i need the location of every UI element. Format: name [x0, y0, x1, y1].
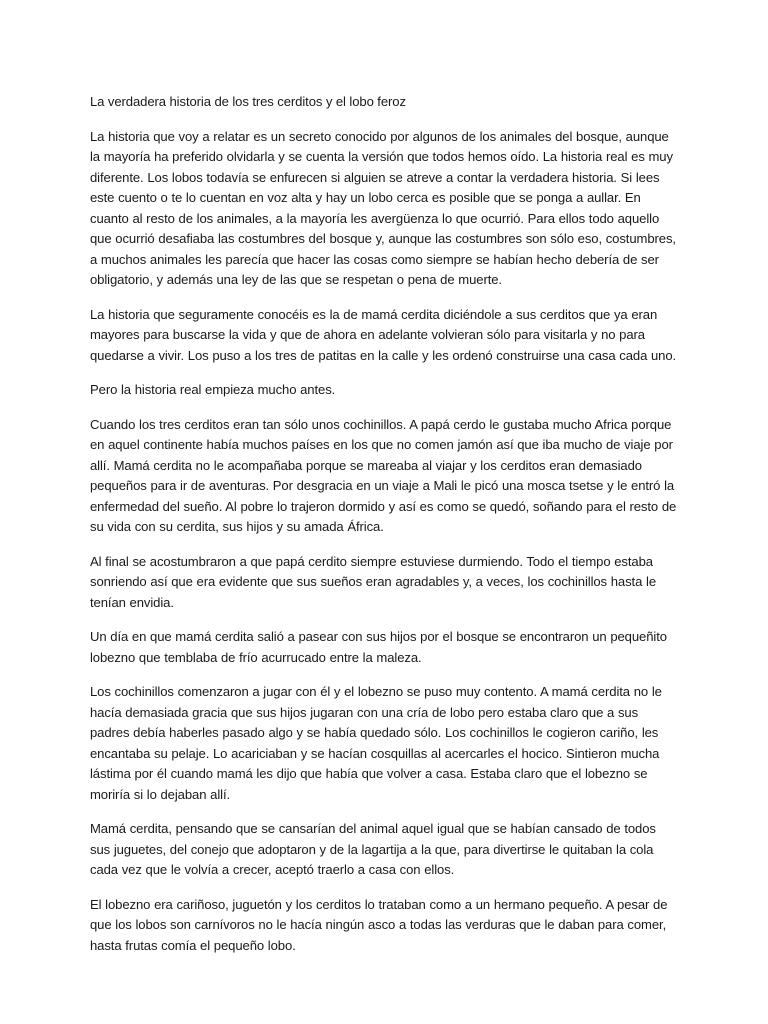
- paragraph-1: La historia que voy a relatar es un secreto conocido por algunos de los animales del bosque, aunque la mayoría ha preferido olvidarla y se cuenta la versión que todos hemos oído. La historia real es muy diferente. Los lobos todavía se enfurecen si alguien se atreve a contar la verdadera historia. Si lees este cuento o te lo cuentan en voz alta y hay un lobo cerca es posible que se ponga a aullar. En cuanto al resto de los animales, a la mayoría les avergüenza lo que ocurrió. Para ellos todo aquello que ocurrió desafiaba las costumbres del bosque y, aunque las costumbres son sólo eso, costumbres, a muchos animales les parecía que hacer las cosas como siempre se habían hecho debería de ser obligatorio, y además una ley de las que se respetan o pena de muerte.: [90, 128, 676, 287]
- paragraph-7: Los cochinillos comenzaron a jugar con él y el lobezno se puso muy contento. A mamá cerdita no le hacía demasiada gracia que sus hijos jugaran con una cría de lobo pero estaba claro que a sus padres debía haberles pasado algo y se había quedado sólo. Los cochinillos le cogieron cariño, les encantaba su pelaje. Lo acariciaban y se hacían cosquillas al acercarles el hocico. Sintieron mucha lástima por él cuando mamá les dijo que había que volver a casa. Estaba claro que el lobezno se moriría si lo dejaban allí.: [90, 684, 662, 802]
- paragraph-9: El lobezno era cariñoso, juguetón y los cerditos lo trataban como a un hermano pequeño. A pesar de que los lobos son carnívoros no le hacía ningún asco a todas las verduras que le daban para comer, hasta frutas comía el pequeño lobo.: [90, 896, 668, 953]
- document-body: [90, 92, 678, 970]
- paragraph-5: Al final se acostumbraron a que papá cerdito siempre estuviese durmiendo. Todo el tiempo estaba sonriendo así que era evidente que sus sueños eran agradables y, a veces, los cochinillos hasta le tenían envidia.: [90, 553, 657, 610]
- paragraph-6: Un día en que mamá cerdita salió a pasear con sus hijos por el bosque se encontraron un pequeñito lobezno que temblaba de frío acurrucado entre la maleza.: [90, 629, 667, 665]
- paragraph-4: Cuando los tres cerditos eran tan sólo unos cochinillos. A papá cerdo le gustaba mucho Africa porque en aquel continente había muchos países en los que no comen jamón así que iba mucho de viaje por allí. Mamá cerdita no le acompañaba porque se mareaba al viajar y los cerditos eran demasiado pequeños para ir de aventuras. Por desgracia en un viaje a Mali le picó una mosca tsetse y le entró la enfermedad del sueño. Al pobre lo trajeron dormido y así es como se quedó, soñando para el resto de su vida con su cerdita, sus hijos y su amada África.: [90, 416, 677, 534]
- paragraph-3: Pero la historia real empieza mucho antes.: [90, 382, 336, 397]
- paragraph-2: La historia que seguramente conocéis es la de mamá cerdita diciéndole a sus cerditos que ya eran mayores para buscarse la vida y que de ahora en adelante volvieran sólo para visitarla y no para quedarse a vivir. Los puso a los tres de patitas en la calle y les ordenó construirse una casa cada uno.: [90, 306, 677, 363]
- paragraph-8: Mamá cerdita, pensando que se cansarían del animal aquel igual que se habían cansado de todos sus juguetes, del conejo que adoptaron y de la lagartija a la que, para divertirse le quitaban la cola cada vez que le volvía a crecer, aceptó traerlo a casa con ellos.: [90, 821, 656, 877]
- document-title: La verdadera historia de los tres cerditos y el lobo feroz: [90, 94, 406, 109]
